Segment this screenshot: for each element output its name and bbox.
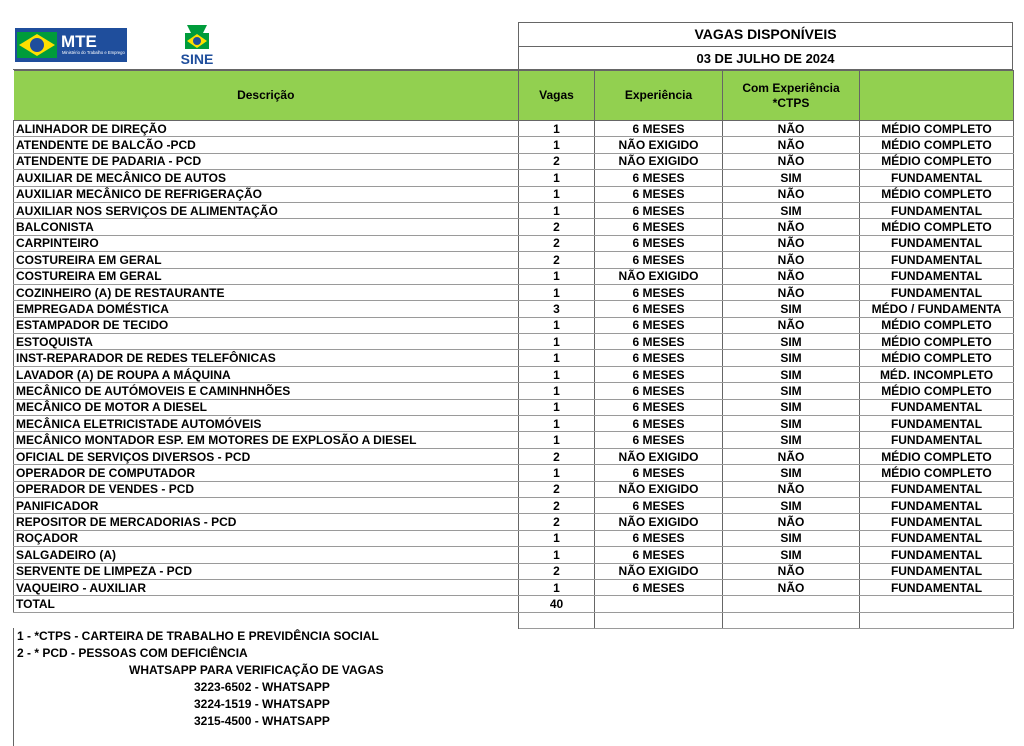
total-value: 40	[519, 596, 595, 613]
cell-experiencia: 6 MESES	[595, 317, 723, 333]
table-row	[14, 416, 1014, 432]
cell-ctps: SIM	[723, 301, 860, 317]
mte-logo-text: MTE	[61, 32, 97, 51]
cell-ctps: NÃO	[723, 579, 860, 595]
cell-descricao: ESTOQUISTA	[14, 334, 519, 350]
cell-ctps: SIM	[723, 547, 860, 563]
cell-descricao: OPERADOR DE COMPUTADOR	[14, 465, 519, 481]
cell-descricao: EMPREGADA DOMÉSTICA	[14, 301, 519, 317]
table-row	[14, 530, 1014, 546]
table-row	[14, 547, 1014, 563]
cell-ctps: SIM	[723, 202, 860, 218]
cell-escolaridade: FUNDAMENTAL	[860, 481, 1014, 497]
blank-cell	[860, 613, 1014, 629]
cell-experiencia: 6 MESES	[595, 383, 723, 399]
job-vacancies-sheet	[13, 22, 1013, 629]
cell-vagas: 3	[519, 301, 595, 317]
cell-escolaridade: MÉDO / FUNDAMENTA	[860, 301, 1014, 317]
cell-vagas: 1	[519, 416, 595, 432]
cell-vagas: 1	[519, 121, 595, 137]
sine-logo-text: SINE	[180, 51, 214, 67]
cell-escolaridade: MÉDIO COMPLETO	[860, 137, 1014, 153]
cell-descricao: COZINHEIRO (A) DE RESTAURANTE	[14, 284, 519, 300]
cell-experiencia: 6 MESES	[595, 334, 723, 350]
cell-vagas: 2	[519, 448, 595, 464]
cell-escolaridade: MÉDIO COMPLETO	[860, 317, 1014, 333]
col-header-com-experiencia-line2: *CTPS	[772, 95, 810, 110]
cell-vagas: 2	[519, 514, 595, 530]
cell-experiencia: 6 MESES	[595, 366, 723, 382]
cell-vagas: 1	[519, 202, 595, 218]
cell-escolaridade: FUNDAMENTAL	[860, 284, 1014, 300]
total-label: TOTAL	[14, 596, 519, 613]
cell-descricao: OPERADOR DE VENDES - PCD	[14, 481, 519, 497]
table-row	[14, 465, 1014, 481]
cell-ctps: NÃO	[723, 317, 860, 333]
cell-vagas: 1	[519, 530, 595, 546]
cell-ctps: NÃO	[723, 186, 860, 202]
cell-vagas: 1	[519, 284, 595, 300]
mte-logo-subtext: Ministério do Trabalho e Emprego	[62, 50, 125, 55]
cell-vagas: 1	[519, 170, 595, 186]
cell-experiencia: 6 MESES	[595, 465, 723, 481]
cell-descricao: AUXILIAR MECÂNICO DE REFRIGERAÇÃO	[14, 186, 519, 202]
cell-ctps: SIM	[723, 350, 860, 366]
cell-ctps: SIM	[723, 416, 860, 432]
cell-escolaridade: MÉDIO COMPLETO	[860, 350, 1014, 366]
sheet-header	[13, 22, 1013, 70]
whatsapp-phone: 3224-1519 - WHATSAPP	[194, 697, 330, 711]
cell-vagas: 2	[519, 563, 595, 579]
cell-escolaridade: MÉD. INCOMPLETO	[860, 366, 1014, 382]
page-date: 03 DE JULHO DE 2024	[696, 51, 835, 66]
table-row	[14, 334, 1014, 350]
cell-experiencia: 6 MESES	[595, 219, 723, 235]
table-row	[14, 301, 1014, 317]
cell-escolaridade: FUNDAMENTAL	[860, 530, 1014, 546]
cell-experiencia: 6 MESES	[595, 399, 723, 415]
cell-descricao: AUXILIAR NOS SERVIÇOS DE ALIMENTAÇÃO	[14, 202, 519, 218]
cell-descricao: MECÂNICO DE MOTOR A DIESEL	[14, 399, 519, 415]
cell-ctps: NÃO	[723, 481, 860, 497]
cell-vagas: 1	[519, 432, 595, 448]
cell-escolaridade: FUNDAMENTAL	[860, 252, 1014, 268]
table-row	[14, 481, 1014, 497]
total-empty-cell	[723, 596, 860, 613]
cell-descricao: AUXILIAR DE MECÂNICO DE AUTOS	[14, 170, 519, 186]
total-row	[14, 596, 1014, 613]
cell-escolaridade: FUNDAMENTAL	[860, 202, 1014, 218]
cell-vagas: 1	[519, 399, 595, 415]
cell-escolaridade: FUNDAMENTAL	[860, 235, 1014, 251]
cell-descricao: VAQUEIRO - AUXILIAR	[14, 579, 519, 595]
cell-escolaridade: FUNDAMENTAL	[860, 268, 1014, 284]
cell-vagas: 1	[519, 383, 595, 399]
cell-descricao: LAVADOR (A) DE ROUPA A MÁQUINA	[14, 366, 519, 382]
cell-escolaridade: MÉDIO COMPLETO	[860, 465, 1014, 481]
total-empty-cell	[860, 596, 1014, 613]
table-row	[14, 121, 1014, 137]
cell-vagas: 1	[519, 268, 595, 284]
cell-escolaridade: FUNDAMENTAL	[860, 432, 1014, 448]
table-row	[14, 317, 1014, 333]
col-header-experiencia: Experiência	[595, 71, 723, 121]
cell-ctps: SIM	[723, 366, 860, 382]
cell-ctps: SIM	[723, 497, 860, 513]
whatsapp-phone: 3215-4500 - WHATSAPP	[194, 714, 330, 728]
cell-experiencia: 6 MESES	[595, 301, 723, 317]
cell-descricao: ESTAMPADOR DE TECIDO	[14, 317, 519, 333]
cell-descricao: MECÂNICA ELETRICISTADE AUTOMÓVEIS	[14, 416, 519, 432]
cell-descricao: COSTUREIRA EM GERAL	[14, 252, 519, 268]
cell-descricao: MECÂNICO DE AUTÓMOVEIS E CAMINHNHÕES	[14, 383, 519, 399]
cell-descricao: INST-REPARADOR DE REDES TELEFÔNICAS	[14, 350, 519, 366]
cell-experiencia: 6 MESES	[595, 530, 723, 546]
table-row	[14, 514, 1014, 530]
cell-descricao: COSTUREIRA EM GERAL	[14, 268, 519, 284]
cell-experiencia: NÃO EXIGIDO	[595, 268, 723, 284]
cell-escolaridade: MÉDIO COMPLETO	[860, 219, 1014, 235]
cell-escolaridade: FUNDAMENTAL	[860, 416, 1014, 432]
col-header-escolaridade	[860, 71, 1014, 121]
table-row	[14, 383, 1014, 399]
cell-experiencia: NÃO EXIGIDO	[595, 481, 723, 497]
cell-ctps: SIM	[723, 170, 860, 186]
table-row	[14, 153, 1014, 169]
cell-vagas: 1	[519, 579, 595, 595]
cell-experiencia: 6 MESES	[595, 121, 723, 137]
blank-cell	[14, 613, 519, 629]
cell-escolaridade: MÉDIO COMPLETO	[860, 121, 1014, 137]
whatsapp-phone: 3223-6502 - WHATSAPP	[194, 680, 330, 694]
cell-ctps: NÃO	[723, 219, 860, 235]
table-row	[14, 350, 1014, 366]
cell-ctps: NÃO	[723, 235, 860, 251]
cell-experiencia: 6 MESES	[595, 416, 723, 432]
title-box	[518, 22, 1013, 69]
notes-section	[13, 628, 514, 746]
cell-ctps: NÃO	[723, 284, 860, 300]
cell-escolaridade: FUNDAMENTAL	[860, 399, 1014, 415]
table-row	[14, 137, 1014, 153]
page-title: VAGAS DISPONÍVEIS	[519, 23, 1012, 47]
col-header-descricao: Descrição	[14, 71, 519, 121]
cell-experiencia: 6 MESES	[595, 284, 723, 300]
cell-ctps: NÃO	[723, 252, 860, 268]
cell-ctps: SIM	[723, 383, 860, 399]
cell-experiencia: 6 MESES	[595, 235, 723, 251]
cell-experiencia: 6 MESES	[595, 186, 723, 202]
table-row	[14, 219, 1014, 235]
cell-escolaridade: FUNDAMENTAL	[860, 563, 1014, 579]
cell-experiencia: 6 MESES	[595, 432, 723, 448]
cell-descricao: PANIFICADOR	[14, 497, 519, 513]
whatsapp-title: WHATSAPP PARA VERIFICAÇÃO DE VAGAS	[129, 663, 384, 677]
blank-cell	[519, 613, 595, 629]
cell-experiencia: NÃO EXIGIDO	[595, 514, 723, 530]
cell-escolaridade: MÉDIO COMPLETO	[860, 186, 1014, 202]
cell-vagas: 1	[519, 547, 595, 563]
table-row	[14, 284, 1014, 300]
cell-vagas: 1	[519, 317, 595, 333]
cell-ctps: NÃO	[723, 268, 860, 284]
cell-experiencia: NÃO EXIGIDO	[595, 137, 723, 153]
cell-descricao: BALCONISTA	[14, 219, 519, 235]
mte-logo	[15, 28, 127, 62]
cell-experiencia: NÃO EXIGIDO	[595, 153, 723, 169]
col-header-vagas: Vagas	[519, 71, 595, 121]
table-body	[14, 121, 1014, 629]
cell-escolaridade: FUNDAMENTAL	[860, 514, 1014, 530]
col-header-com-experiencia-line1: Com Experiência	[742, 80, 840, 95]
table-header-row	[14, 71, 1014, 121]
table-row	[14, 202, 1014, 218]
col-header-com-experiencia	[723, 71, 860, 121]
cell-descricao: OFICIAL DE SERVIÇOS DIVERSOS - PCD	[14, 448, 519, 464]
table-row	[14, 366, 1014, 382]
blank-cell	[595, 613, 723, 629]
cell-escolaridade: FUNDAMENTAL	[860, 547, 1014, 563]
cell-experiencia: NÃO EXIGIDO	[595, 448, 723, 464]
cell-vagas: 2	[519, 153, 595, 169]
cell-vagas: 2	[519, 252, 595, 268]
cell-experiencia: 6 MESES	[595, 497, 723, 513]
cell-descricao: REPOSITOR DE MERCADORIAS - PCD	[14, 514, 519, 530]
table-row	[14, 268, 1014, 284]
table-row	[14, 563, 1014, 579]
cell-ctps: NÃO	[723, 153, 860, 169]
table-row	[14, 170, 1014, 186]
table-row	[14, 448, 1014, 464]
cell-vagas: 1	[519, 186, 595, 202]
table-row	[14, 235, 1014, 251]
cell-descricao: ATENDENTE DE BALCÃO -PCD	[14, 137, 519, 153]
cell-ctps: SIM	[723, 530, 860, 546]
cell-descricao: SALGADEIRO (A)	[14, 547, 519, 563]
cell-vagas: 1	[519, 350, 595, 366]
cell-experiencia: 6 MESES	[595, 547, 723, 563]
cell-ctps: NÃO	[723, 563, 860, 579]
cell-ctps: SIM	[723, 334, 860, 350]
cell-ctps: SIM	[723, 432, 860, 448]
sine-logo	[173, 23, 221, 67]
cell-descricao: ALINHADOR DE DIREÇÃO	[14, 121, 519, 137]
cell-escolaridade: FUNDAMENTAL	[860, 579, 1014, 595]
cell-descricao: SERVENTE DE LIMPEZA - PCD	[14, 563, 519, 579]
blank-row	[14, 613, 1014, 629]
cell-descricao: ATENDENTE DE PADARIA - PCD	[14, 153, 519, 169]
cell-vagas: 2	[519, 481, 595, 497]
cell-escolaridade: FUNDAMENTAL	[860, 170, 1014, 186]
cell-ctps: NÃO	[723, 448, 860, 464]
total-empty-cell	[595, 596, 723, 613]
cell-descricao: MECÂNICO MONTADOR ESP. EM MOTORES DE EXPLOSÃO A DIESEL	[14, 432, 519, 448]
cell-experiencia: 6 MESES	[595, 202, 723, 218]
cell-ctps: SIM	[723, 399, 860, 415]
cell-escolaridade: MÉDIO COMPLETO	[860, 383, 1014, 399]
table-row	[14, 497, 1014, 513]
blank-cell	[723, 613, 860, 629]
table-row	[14, 579, 1014, 595]
cell-vagas: 1	[519, 137, 595, 153]
cell-experiencia: 6 MESES	[595, 170, 723, 186]
cell-vagas: 2	[519, 497, 595, 513]
cell-experiencia: 6 MESES	[595, 350, 723, 366]
vacancies-table	[13, 70, 1014, 629]
cell-ctps: SIM	[723, 465, 860, 481]
cell-ctps: NÃO	[723, 137, 860, 153]
table-row	[14, 252, 1014, 268]
table-row	[14, 399, 1014, 415]
cell-vagas: 2	[519, 219, 595, 235]
table-row	[14, 432, 1014, 448]
cell-escolaridade: MÉDIO COMPLETO	[860, 334, 1014, 350]
cell-escolaridade: MÉDIO COMPLETO	[860, 153, 1014, 169]
cell-experiencia: 6 MESES	[595, 579, 723, 595]
cell-vagas: 1	[519, 465, 595, 481]
cell-escolaridade: FUNDAMENTAL	[860, 497, 1014, 513]
cell-ctps: NÃO	[723, 514, 860, 530]
note-pcd: 2 - * PCD - PESSOAS COM DEFICIÊNCIA	[17, 646, 248, 660]
table-row	[14, 186, 1014, 202]
cell-descricao: ROÇADOR	[14, 530, 519, 546]
cell-descricao: CARPINTEIRO	[14, 235, 519, 251]
cell-vagas: 1	[519, 366, 595, 382]
cell-vagas: 1	[519, 334, 595, 350]
cell-experiencia: NÃO EXIGIDO	[595, 563, 723, 579]
cell-ctps: NÃO	[723, 121, 860, 137]
cell-experiencia: 6 MESES	[595, 252, 723, 268]
cell-vagas: 2	[519, 235, 595, 251]
note-ctps: 1 - *CTPS - CARTEIRA DE TRABALHO E PREVIDÊNCIA SOCIAL	[17, 629, 379, 643]
cell-escolaridade: MÉDIO COMPLETO	[860, 448, 1014, 464]
